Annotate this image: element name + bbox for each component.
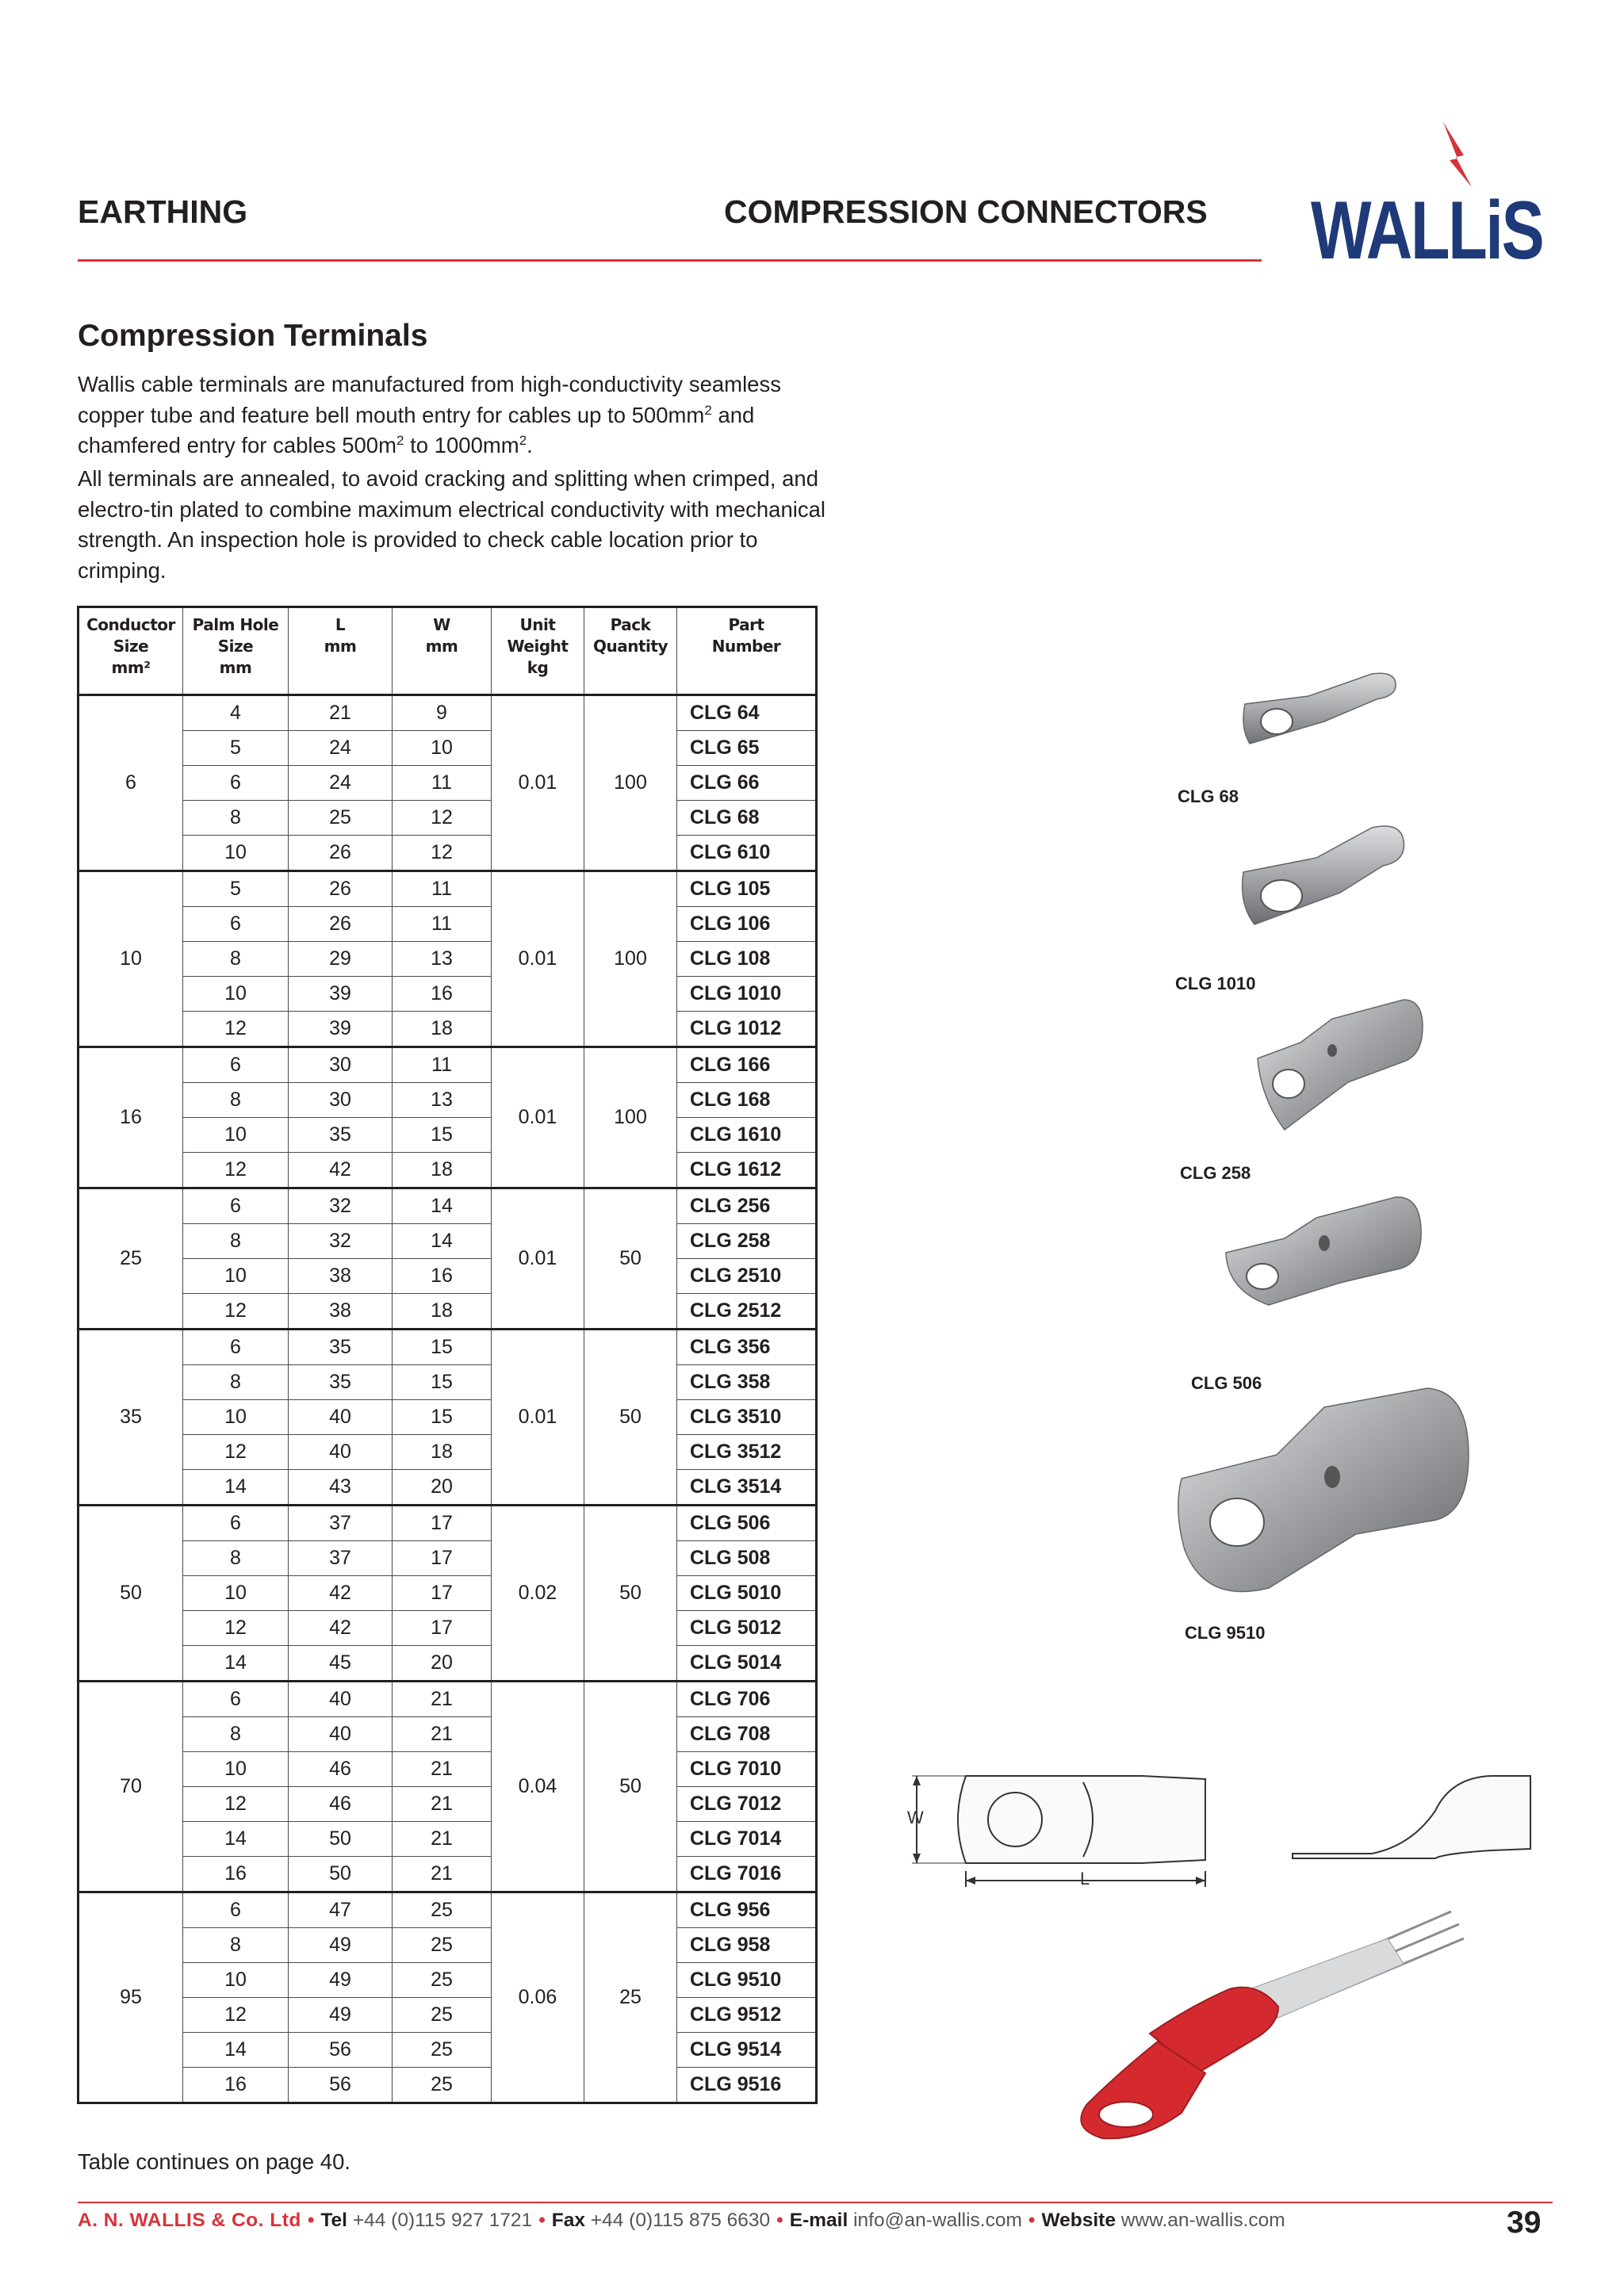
palm-hole-cell: 8: [183, 1083, 289, 1118]
length-cell: 46: [289, 1752, 393, 1787]
part-number-cell: CLG 610: [677, 836, 817, 871]
length-cell: 49: [289, 1963, 393, 1998]
part-number-cell: CLG 1610: [677, 1118, 817, 1153]
width-cell: 25: [393, 1928, 492, 1963]
length-cell: 40: [289, 1717, 393, 1752]
palm-hole-cell: 8: [183, 1224, 289, 1259]
palm-hole-cell: 5: [183, 871, 289, 907]
length-cell: 50: [289, 1857, 393, 1892]
table-row: [79, 836, 817, 871]
length-cell: 30: [289, 1083, 393, 1118]
conductor-size-cell: 25: [79, 1188, 183, 1330]
width-cell: 16: [393, 1259, 492, 1294]
width-cell: 21: [393, 1822, 492, 1857]
table-row: [79, 977, 817, 1012]
length-cell: 46: [289, 1787, 393, 1822]
width-cell: 21: [393, 1787, 492, 1822]
part-number-cell: CLG 105: [677, 871, 817, 907]
terminal-photo-clg-258: [1253, 995, 1427, 1138]
palm-hole-cell: 6: [183, 1047, 289, 1083]
length-cell: 35: [289, 1118, 393, 1153]
part-number-cell: CLG 9514: [677, 2033, 817, 2068]
length-cell: 24: [289, 766, 393, 801]
table-row: [79, 1822, 817, 1857]
width-dimension-label: W: [907, 1808, 924, 1827]
table-row: [79, 1963, 817, 1998]
part-number-cell: CLG 256: [677, 1188, 817, 1224]
length-cell: 40: [289, 1682, 393, 1717]
width-cell: 12: [393, 836, 492, 871]
width-cell: 25: [393, 2068, 492, 2103]
table-row: [79, 1857, 817, 1892]
palm-hole-cell: 12: [183, 1611, 289, 1646]
footer-contact-line: A. N. WALLIS & Co. Ltd • Tel +44 (0)115 927 1721 • Fax +44 (0)115 875 6630 • E-mail info@an-wallis.com • Website www.an-wallis.com: [78, 2210, 1285, 2231]
terminal-photo-clg-506: [1221, 1189, 1435, 1308]
pack-quantity-cell: 100: [584, 871, 677, 1047]
palm-hole-cell: 6: [183, 766, 289, 801]
width-cell: 15: [393, 1365, 492, 1400]
table-row: [79, 1259, 817, 1294]
header-pack-quantity: Pack Quantity: [584, 607, 677, 695]
conductor-size-cell: 70: [79, 1682, 183, 1892]
part-number-cell: CLG 7014: [677, 1822, 817, 1857]
conductor-group: [79, 1188, 817, 1330]
width-cell: 18: [393, 1435, 492, 1470]
header-length: L mm: [289, 607, 393, 695]
length-cell: 47: [289, 1892, 393, 1928]
width-cell: 18: [393, 1294, 492, 1330]
part-number-cell: CLG 9512: [677, 1998, 817, 2033]
part-number-cell: CLG 1612: [677, 1153, 817, 1188]
header-part-number: Part Number: [677, 607, 817, 695]
width-cell: 21: [393, 1857, 492, 1892]
palm-hole-cell: 8: [183, 1541, 289, 1576]
part-number-cell: CLG 956: [677, 1892, 817, 1928]
table-row: [79, 1892, 817, 1928]
conductor-group: [79, 1330, 817, 1506]
part-number-cell: CLG 7012: [677, 1787, 817, 1822]
table-header-row: [79, 607, 817, 695]
palm-hole-cell: 16: [183, 2068, 289, 2103]
width-cell: 13: [393, 942, 492, 977]
table-row: [79, 1083, 817, 1118]
unit-weight-cell: 0.01: [492, 1188, 584, 1330]
table-row: [79, 1682, 817, 1717]
pack-quantity-cell: 50: [584, 1330, 677, 1506]
palm-hole-cell: 4: [183, 695, 289, 731]
product-label: CLG 258: [1180, 1163, 1251, 1183]
unit-weight-cell: 0.01: [492, 1047, 584, 1188]
compression-terminals-table: [77, 606, 818, 2104]
unit-weight-cell: 0.01: [492, 871, 584, 1047]
conductor-group: [79, 1682, 817, 1892]
terminal-photo-clg-9510: [1174, 1383, 1475, 1605]
palm-hole-cell: 6: [183, 907, 289, 942]
palm-hole-cell: 12: [183, 1012, 289, 1047]
part-number-cell: CLG 7016: [677, 1857, 817, 1892]
length-cell: 35: [289, 1330, 393, 1365]
length-cell: 39: [289, 977, 393, 1012]
width-cell: 20: [393, 1646, 492, 1682]
part-number-cell: CLG 2512: [677, 1294, 817, 1330]
table-row: [79, 731, 817, 766]
width-cell: 21: [393, 1752, 492, 1787]
width-cell: 17: [393, 1506, 492, 1541]
length-cell: 45: [289, 1646, 393, 1682]
table-row: [79, 695, 817, 731]
width-cell: 21: [393, 1717, 492, 1752]
part-number-cell: CLG 5012: [677, 1611, 817, 1646]
width-cell: 17: [393, 1541, 492, 1576]
palm-hole-cell: 10: [183, 1963, 289, 1998]
table-row: [79, 766, 817, 801]
palm-hole-cell: 10: [183, 1118, 289, 1153]
palm-hole-cell: 6: [183, 1506, 289, 1541]
width-cell: 15: [393, 1118, 492, 1153]
footer-email[interactable]: info@an-wallis.com: [853, 2210, 1022, 2231]
part-number-cell: CLG 508: [677, 1541, 817, 1576]
width-cell: 25: [393, 2033, 492, 2068]
conductor-size-cell: 10: [79, 871, 183, 1047]
width-cell: 17: [393, 1576, 492, 1611]
table-row: [79, 1541, 817, 1576]
page-title: Compression Terminals: [78, 319, 428, 353]
part-number-cell: CLG 1012: [677, 1012, 817, 1047]
conductor-size-cell: 16: [79, 1047, 183, 1188]
palm-hole-cell: 8: [183, 942, 289, 977]
section-heading: EARTHING: [78, 193, 248, 230]
footer-telephone: +44 (0)115 927 1721: [352, 2210, 533, 2231]
part-number-cell: CLG 958: [677, 1928, 817, 1963]
palm-hole-cell: 12: [183, 1153, 289, 1188]
table-row: [79, 1470, 817, 1506]
conductor-size-cell: 95: [79, 1892, 183, 2103]
pack-quantity-cell: 100: [584, 1047, 677, 1188]
pack-quantity-cell: 100: [584, 695, 677, 871]
width-cell: 18: [393, 1153, 492, 1188]
part-number-cell: CLG 64: [677, 695, 817, 731]
table-row: [79, 1188, 817, 1224]
footer-fax: +44 (0)115 875 6630: [590, 2210, 771, 2231]
table-row: [79, 1118, 817, 1153]
pack-quantity-cell: 50: [584, 1188, 677, 1330]
table-row: [79, 1506, 817, 1541]
palm-hole-cell: 12: [183, 1998, 289, 2033]
width-cell: 18: [393, 1012, 492, 1047]
table-row: [79, 1224, 817, 1259]
palm-hole-cell: 6: [183, 1682, 289, 1717]
table-row: [79, 1012, 817, 1047]
unit-weight-cell: 0.06: [492, 1892, 584, 2103]
width-cell: 17: [393, 1611, 492, 1646]
palm-hole-cell: 12: [183, 1435, 289, 1470]
palm-hole-cell: 8: [183, 1365, 289, 1400]
table-row: [79, 1153, 817, 1188]
table-continuation-note: Table continues on page 40.: [78, 2149, 351, 2174]
footer-company: A. N. WALLIS & Co. Ltd: [78, 2210, 301, 2231]
part-number-cell: CLG 258: [677, 1224, 817, 1259]
length-cell: 25: [289, 801, 393, 836]
product-label: CLG 1010: [1175, 974, 1256, 993]
table-row: [79, 1294, 817, 1330]
table-row: [79, 1400, 817, 1435]
length-cell: 26: [289, 871, 393, 907]
palm-hole-cell: 10: [183, 1400, 289, 1435]
page-category-heading: COMPRESSION CONNECTORS: [724, 193, 1208, 230]
width-cell: 25: [393, 1892, 492, 1928]
table-row: [79, 1047, 817, 1083]
width-cell: 12: [393, 801, 492, 836]
conductor-group: [79, 1047, 817, 1188]
conductor-group: [79, 695, 817, 871]
width-cell: 25: [393, 1963, 492, 1998]
part-number-cell: CLG 106: [677, 907, 817, 942]
width-cell: 25: [393, 1998, 492, 2033]
part-number-cell: CLG 168: [677, 1083, 817, 1118]
table-row: [79, 871, 817, 907]
pack-quantity-cell: 25: [584, 1892, 677, 2103]
header-divider: [78, 259, 1262, 262]
palm-hole-cell: 12: [183, 1787, 289, 1822]
wallis-logo-text: WALLiS: [1311, 185, 1543, 277]
table-row: [79, 1752, 817, 1787]
terminal-dimension-diagram: [888, 1760, 1554, 1903]
part-number-cell: CLG 3510: [677, 1400, 817, 1435]
part-number-cell: CLG 9510: [677, 1963, 817, 1998]
length-cell: 50: [289, 1822, 393, 1857]
width-cell: 14: [393, 1224, 492, 1259]
unit-weight-cell: 0.01: [492, 1330, 584, 1506]
palm-hole-cell: 10: [183, 836, 289, 871]
part-number-cell: CLG 166: [677, 1047, 817, 1083]
length-cell: 40: [289, 1400, 393, 1435]
conductor-group: [79, 871, 817, 1047]
width-cell: 11: [393, 766, 492, 801]
conductor-group: [79, 1892, 817, 2103]
header-unit-weight: Unit Weight kg: [492, 607, 584, 695]
part-number-cell: CLG 3514: [677, 1470, 817, 1506]
part-number-cell: CLG 9516: [677, 2068, 817, 2103]
intro-paragraph-2: All terminals are annealed, to avoid cracking and splitting when crimped, and electro-tin plated to combine maximum electrical conductivity with mechanical strength. An inspection hole is provided to check cable location prior to crimping.: [78, 466, 826, 583]
table-row: [79, 1365, 817, 1400]
length-cell: 49: [289, 1928, 393, 1963]
unit-weight-cell: 0.04: [492, 1682, 584, 1892]
palm-hole-cell: 5: [183, 731, 289, 766]
table-row: [79, 907, 817, 942]
length-cell: 24: [289, 731, 393, 766]
footer-divider: [78, 2202, 1553, 2203]
part-number-cell: CLG 7010: [677, 1752, 817, 1787]
length-cell: 42: [289, 1153, 393, 1188]
terminal-photo-clg-1010: [1237, 817, 1427, 936]
palm-hole-cell: 14: [183, 1646, 289, 1682]
length-cell: 29: [289, 942, 393, 977]
palm-hole-cell: 14: [183, 1822, 289, 1857]
table-row: [79, 1576, 817, 1611]
length-dimension-label: L: [1080, 1869, 1090, 1888]
table-row: [79, 1435, 817, 1470]
palm-hole-cell: 16: [183, 1857, 289, 1892]
intro-paragraph-1: Wallis cable terminals are manufactured from high-conductivity seamless copper tube and feature bell mouth entry for cables up to $500mm^2$ and chamfered entry for cables $500m^2$ to $1000mm^2$.: [78, 372, 781, 457]
footer-website[interactable]: www.an-wallis.com: [1120, 2210, 1285, 2231]
part-number-cell: CLG 108: [677, 942, 817, 977]
width-cell: 9: [393, 695, 492, 731]
width-cell: 13: [393, 1083, 492, 1118]
width-cell: 14: [393, 1188, 492, 1224]
table-row: [79, 2033, 817, 2068]
table-row: [79, 1717, 817, 1752]
length-cell: 56: [289, 2068, 393, 2103]
part-number-cell: CLG 3512: [677, 1435, 817, 1470]
width-cell: 11: [393, 871, 492, 907]
header-conductor-size: Conductor Size mm²: [79, 607, 183, 695]
width-cell: 16: [393, 977, 492, 1012]
product-label: CLG 68: [1178, 786, 1239, 806]
product-label: CLG 9510: [1185, 1623, 1266, 1643]
header-width: W mm: [393, 607, 492, 695]
terminal-photo-clg-68: [1237, 664, 1411, 760]
part-number-cell: CLG 1010: [677, 977, 817, 1012]
unit-weight-cell: 0.02: [492, 1506, 584, 1682]
palm-hole-cell: 10: [183, 977, 289, 1012]
palm-hole-cell: 14: [183, 2033, 289, 2068]
palm-hole-cell: 10: [183, 1576, 289, 1611]
length-cell: 38: [289, 1259, 393, 1294]
length-cell: 21: [289, 695, 393, 731]
insulated-terminal-photo: [1071, 1907, 1467, 2152]
palm-hole-cell: 6: [183, 1330, 289, 1365]
width-cell: 11: [393, 1047, 492, 1083]
header-palm-hole-size: Palm Hole Size mm: [183, 607, 289, 695]
table-row: [79, 1928, 817, 1963]
palm-hole-cell: 10: [183, 1752, 289, 1787]
length-cell: 37: [289, 1506, 393, 1541]
width-cell: 10: [393, 731, 492, 766]
length-cell: 26: [289, 836, 393, 871]
pack-quantity-cell: 50: [584, 1682, 677, 1892]
product-label: CLG 506: [1191, 1373, 1262, 1393]
part-number-cell: CLG 68: [677, 801, 817, 836]
length-cell: 30: [289, 1047, 393, 1083]
conductor-group: [79, 1506, 817, 1682]
length-cell: 42: [289, 1576, 393, 1611]
table-row: [79, 942, 817, 977]
table-row: [79, 1646, 817, 1682]
length-cell: 37: [289, 1541, 393, 1576]
length-cell: 42: [289, 1611, 393, 1646]
length-cell: 35: [289, 1365, 393, 1400]
conductor-size-cell: 50: [79, 1506, 183, 1682]
palm-hole-cell: 8: [183, 801, 289, 836]
pack-quantity-cell: 50: [584, 1506, 677, 1682]
part-number-cell: CLG 66: [677, 766, 817, 801]
width-cell: 20: [393, 1470, 492, 1506]
palm-hole-cell: 12: [183, 1294, 289, 1330]
table-row: [79, 1787, 817, 1822]
palm-hole-cell: 8: [183, 1928, 289, 1963]
width-cell: 11: [393, 907, 492, 942]
table-row: [79, 1330, 817, 1365]
part-number-cell: CLG 65: [677, 731, 817, 766]
part-number-cell: CLG 708: [677, 1717, 817, 1752]
page-number: 39: [1507, 2206, 1542, 2240]
part-number-cell: CLG 506: [677, 1506, 817, 1541]
part-number-cell: CLG 5014: [677, 1646, 817, 1682]
palm-hole-cell: 6: [183, 1188, 289, 1224]
length-cell: 39: [289, 1012, 393, 1047]
length-cell: 43: [289, 1470, 393, 1506]
length-cell: 32: [289, 1224, 393, 1259]
part-number-cell: CLG 358: [677, 1365, 817, 1400]
palm-hole-cell: 6: [183, 1892, 289, 1928]
width-cell: 21: [393, 1682, 492, 1717]
palm-hole-cell: 10: [183, 1259, 289, 1294]
width-cell: 15: [393, 1400, 492, 1435]
table-row: [79, 801, 817, 836]
length-cell: 26: [289, 907, 393, 942]
length-cell: 40: [289, 1435, 393, 1470]
conductor-size-cell: 35: [79, 1330, 183, 1506]
part-number-cell: CLG 706: [677, 1682, 817, 1717]
table-row: [79, 1611, 817, 1646]
length-cell: 32: [289, 1188, 393, 1224]
palm-hole-cell: 8: [183, 1717, 289, 1752]
width-cell: 15: [393, 1330, 492, 1365]
length-cell: 38: [289, 1294, 393, 1330]
part-number-cell: CLG 2510: [677, 1259, 817, 1294]
conductor-size-cell: 6: [79, 695, 183, 871]
unit-weight-cell: 0.01: [492, 695, 584, 871]
palm-hole-cell: 14: [183, 1470, 289, 1506]
length-cell: 56: [289, 2033, 393, 2068]
length-cell: 49: [289, 1998, 393, 2033]
table-row: [79, 2068, 817, 2103]
table-row: [79, 1998, 817, 2033]
part-number-cell: CLG 356: [677, 1330, 817, 1365]
part-number-cell: CLG 5010: [677, 1576, 817, 1611]
